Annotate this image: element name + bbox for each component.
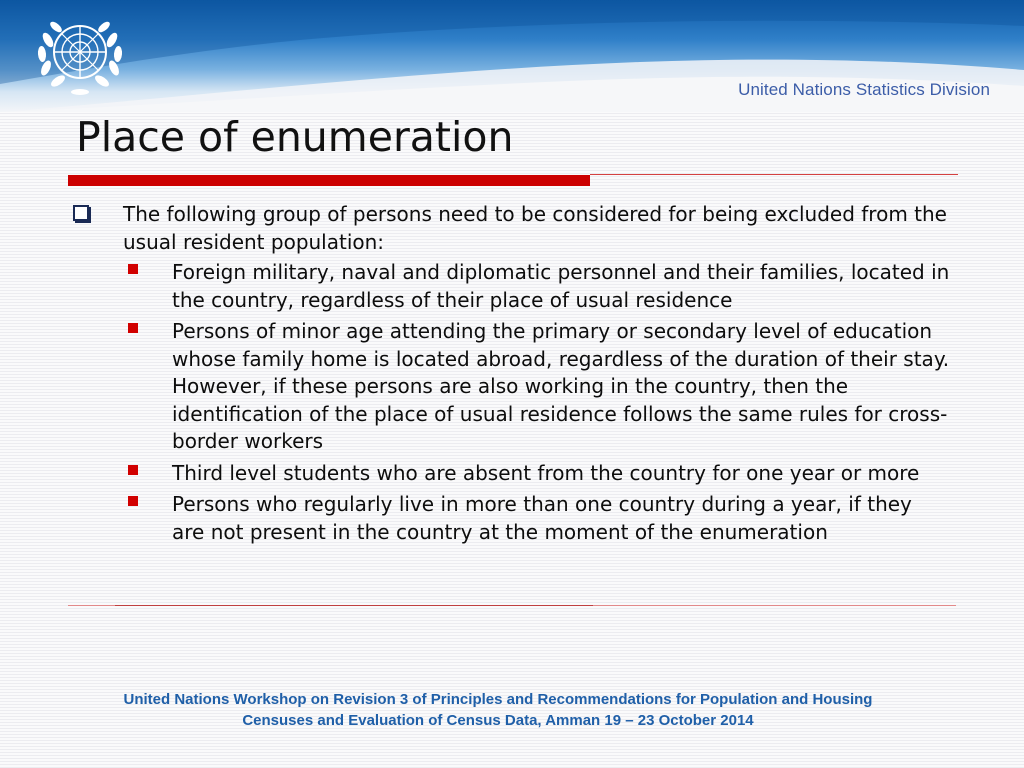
footer-line-2: Censuses and Evaluation of Census Data, Amman 19 – 23 October 2014 (242, 712, 754, 729)
list-item (123, 460, 950, 488)
square-bullet-icon (128, 323, 138, 333)
slide-body (70, 201, 950, 550)
square-bullet-icon (128, 465, 138, 475)
footer-line-1: United Nations Workshop on Revision 3 of Principles and Recommendations for Population and Housing (123, 691, 873, 708)
square-bullet-icon (128, 496, 138, 506)
list-item-text: Third level students who are absent from the country for one year or more (172, 460, 920, 485)
un-emblem-icon (26, 10, 134, 102)
list-item-text: Persons of minor age attending the primary or secondary level of education whose family home is located abroad, regardless of the duration of their stay. However, if these persons are also working in the country, then the identification of the place of usual residence follows the same rules for cross-border workers (172, 319, 950, 453)
slide-title: Place of enumeration (76, 113, 514, 161)
square-bullet-icon (128, 264, 138, 274)
title-underline-thin (590, 174, 958, 175)
list-item (123, 259, 950, 314)
list-item (123, 491, 950, 546)
content-divider-accent (115, 605, 593, 606)
intro-bullet (70, 201, 950, 546)
slide-footer (40, 689, 956, 731)
exclusion-list (123, 259, 950, 546)
intro-text: The following group of persons need to be considered for being excluded from the usual resident population: (123, 202, 947, 254)
list-item-text: Foreign military, naval and diplomatic personnel and their families, located in the country, regardless of their place of usual residence (172, 260, 950, 312)
organization-name: United Nations Statistics Division (738, 80, 990, 99)
title-underline-thick (68, 175, 590, 186)
list-item-text: Persons who regularly live in more than one country during a year, if they are not present in the country at the moment of the enumeration (172, 492, 912, 544)
checkbox-bullet-icon (73, 205, 89, 221)
list-item (123, 318, 950, 456)
